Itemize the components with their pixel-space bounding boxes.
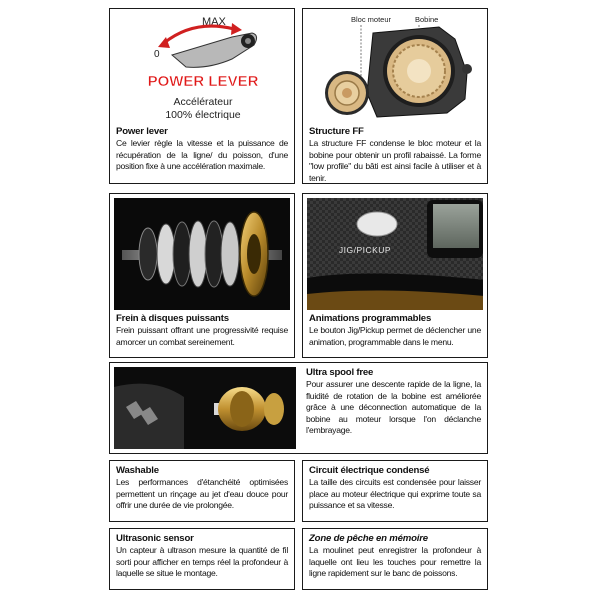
card-power-lever: [109, 8, 295, 184]
card-title: Ultrasonic sensor: [116, 533, 194, 544]
card-frein-disques: [109, 193, 295, 358]
card-body: La taille des circuits est condensée pour laisser place au moteur électrique qui exprime toute sa puissance et sa vitesse.: [309, 477, 481, 511]
caption-accelerateur: Accélérateur: [173, 96, 233, 108]
brake-disc-icon: [139, 228, 157, 280]
card-body: Ce levier règle la vitesse et la puissance de récupération de la ligne/ du poisson, d'une position fixe à une accélération maximale.: [116, 138, 288, 172]
caption-electrique: 100% électrique: [165, 109, 241, 121]
card-zone-memoire: [302, 528, 488, 590]
label-bobine: Bobine: [415, 15, 439, 24]
card-title: Circuit électrique condensé: [309, 465, 430, 476]
label-bloc-moteur: Bloc moteur: [351, 15, 392, 24]
card-body: Le bouton Jig/Pickup permet de déclencher une animation, programmable dans le menu.: [309, 325, 481, 347]
power-lever-illustration: [114, 13, 290, 123]
card-structure-ff: [302, 8, 488, 184]
card-title: Ultra spool free: [306, 367, 374, 378]
card-title: Frein à disques puissants: [116, 313, 229, 324]
card-body: Un capteur à ultrason mesure la quantité de fil sorti pour afficher en temps réel la profondeur à laquelle se situe le montage.: [116, 545, 288, 579]
power-lever-logo: POWER LEVER: [147, 73, 259, 90]
disc-brake-photo: [114, 198, 290, 310]
max-label: MAX: [202, 16, 226, 28]
card-body: La structure FF condense le bloc moteur et la bobine pour obtenir un profil rabaissé. La forme "low profile" du bâti est ainsi facile à utiliser et à tenir.: [309, 138, 481, 183]
card-title: Animations programmables: [309, 313, 432, 324]
card-body: La moulinet peut enregistrer la profondeur à laquelle ont lieu les touches pour remettre la ligne rapidement sur le banc de poissons.: [309, 545, 481, 579]
card-title: Zone de pêche en mémoire: [309, 533, 428, 544]
ultra-spool-photo: [114, 367, 296, 449]
card-circuit: [302, 460, 488, 522]
card-animations: [302, 193, 488, 358]
card-title: Power lever: [116, 126, 168, 137]
card-washable: [109, 460, 295, 522]
lcd-screen: [433, 204, 479, 248]
card-title: Washable: [116, 465, 159, 476]
jig-pickup-photo: [307, 198, 483, 310]
structure-ff-illustration: [307, 13, 483, 123]
jig-pickup-label: JIG/PICKUP: [338, 245, 392, 255]
card-ultra-spool-free: [109, 362, 488, 454]
card-body: Frein puissant offrant une progressivité requise amorcer un combat sereinement.: [116, 325, 288, 347]
jig-pickup-button: [357, 212, 397, 236]
card-body: Les performances d'étanchéité optimisées permettent un rinçage au jet d'eau douce pour offrir une durée de vie prolongée.: [116, 477, 288, 511]
card-title: Structure FF: [309, 126, 364, 137]
zero-label: 0: [154, 49, 160, 60]
card-ultrasonic: [109, 528, 295, 590]
card-body: Pour assurer une descente rapide de la ligne, la fluidité de rotation de la bobine est améliorée grâce à une déconnection automatique de la bobine au moteur lorsque l'on déclanche l'embrayage.: [306, 379, 481, 436]
